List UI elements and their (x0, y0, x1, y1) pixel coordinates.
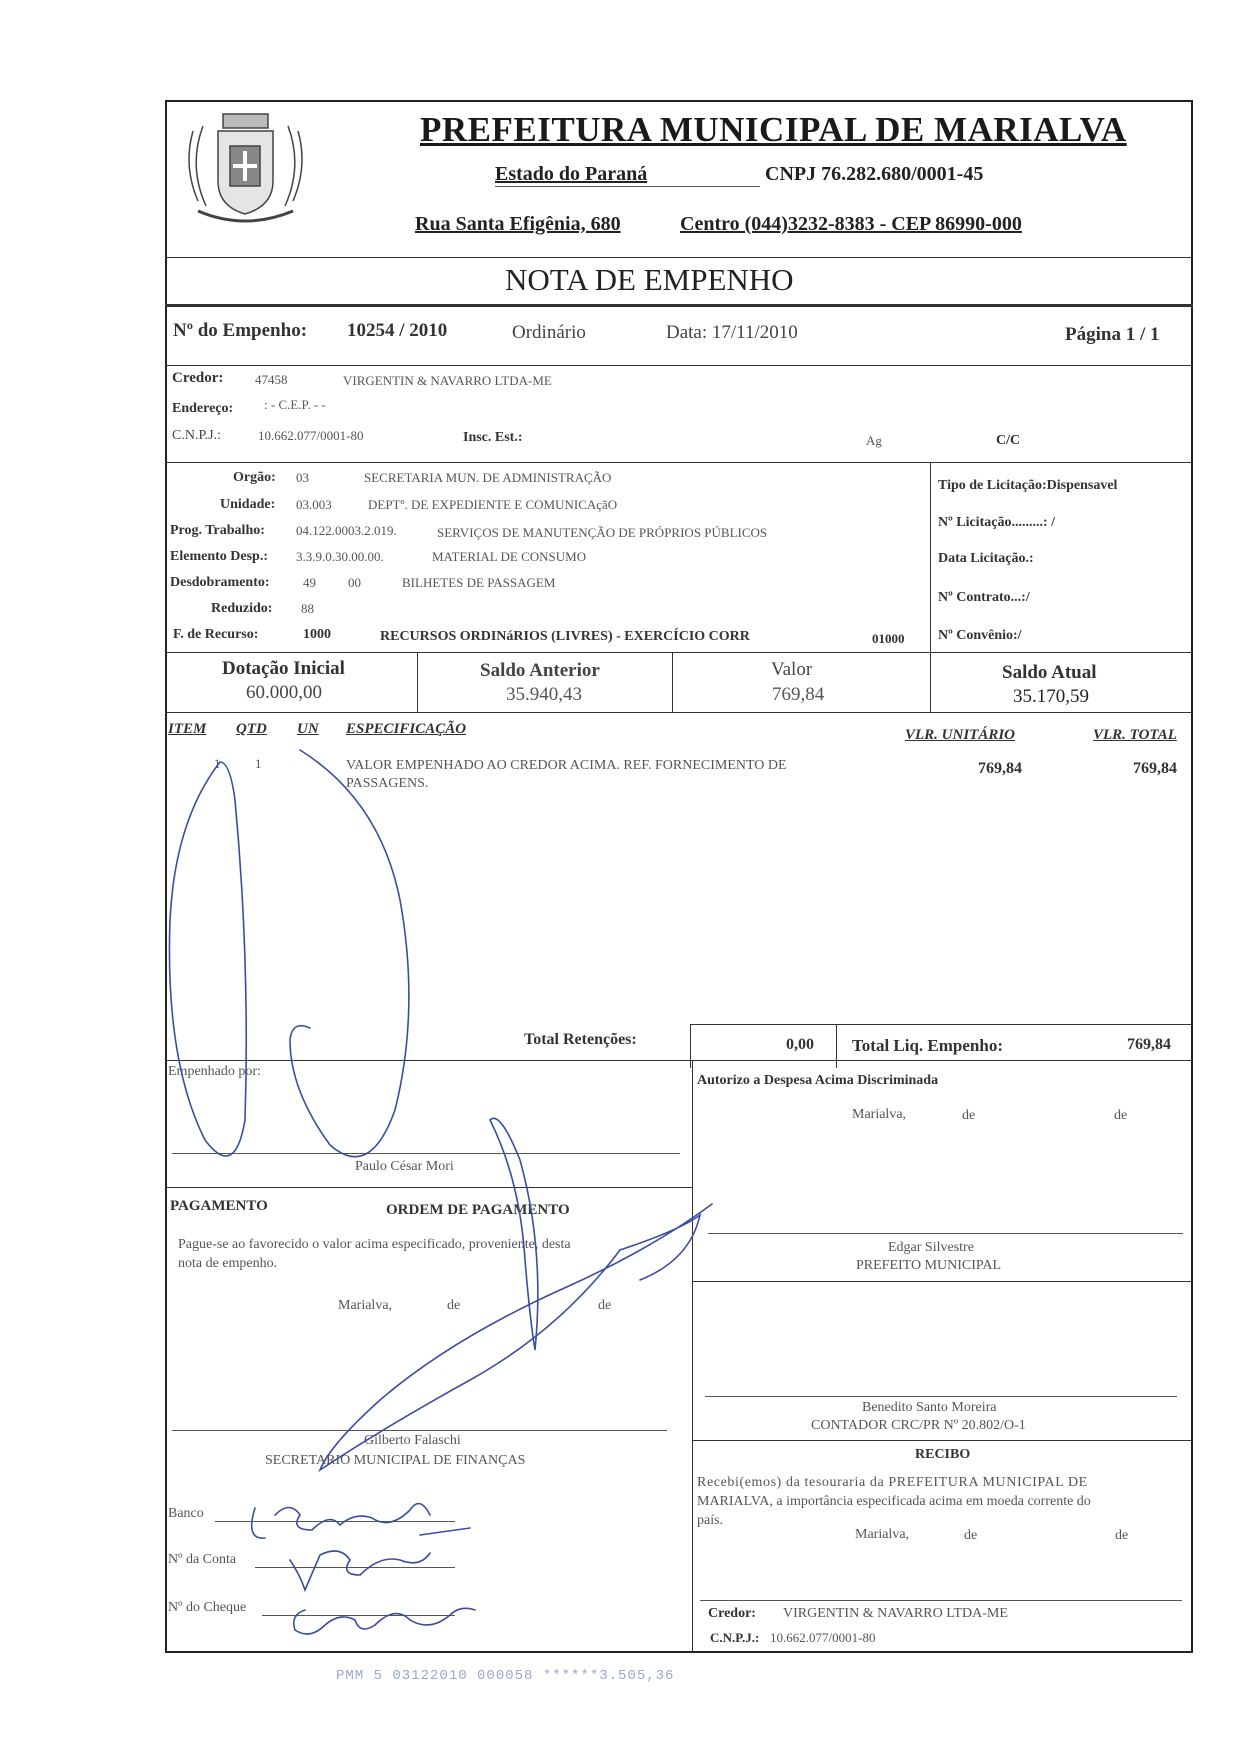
cc-label: C/C (996, 433, 1021, 448)
dotacao-value: 60.000,00 (246, 682, 322, 703)
desdobramento-label: Desdobramento: (170, 575, 270, 590)
recurso-label: F. de Recurso: (173, 627, 259, 642)
elemento-name: MATERIAL DE CONSUMO (432, 549, 587, 564)
unidade-code: 03.003 (296, 497, 332, 512)
divider (417, 652, 418, 712)
col-header-vlr-unitario: VLR. UNITÁRIO (905, 727, 1016, 743)
recurso-code-2: 01000 (872, 631, 905, 646)
unidade-label: Unidade: (220, 497, 276, 512)
cnpj-label: C.N.P.J.: (172, 428, 222, 443)
elemento-code: 3.3.9.0.30.00.00. (296, 549, 384, 564)
divider (692, 1060, 693, 1653)
empenhado-por-label: Empenhado por: (168, 1064, 261, 1079)
divider (165, 365, 1193, 366)
conta-label: Nº da Conta (168, 1552, 237, 1567)
divider (165, 1060, 1193, 1061)
autorizo-de-1: de (962, 1108, 976, 1123)
numero-licitacao: Nº Licitação.........: / (938, 515, 1055, 530)
endereco-label: Endereço: (172, 401, 234, 416)
divider (165, 652, 1193, 653)
dotacao-label: Dotação Inicial (222, 658, 345, 679)
divider (165, 1187, 692, 1188)
pagamento-de-1: de (447, 1298, 461, 1313)
autorizo-label: Autorizo a Despesa Acima Discriminada (697, 1073, 939, 1088)
divider (692, 1281, 1193, 1282)
street-address: Rua Santa Efigênia, 680 (415, 213, 621, 235)
orgao-label: Orgão: (233, 470, 276, 485)
divider (692, 1440, 1193, 1441)
pagamento-label: PAGAMENTO (170, 1198, 268, 1214)
divider (930, 462, 931, 652)
divider (165, 257, 1193, 258)
col-header-qtd: QTD (236, 721, 267, 737)
pagamento-place: Marialva, (338, 1298, 393, 1313)
item-qtd: 1 (255, 756, 262, 771)
divider (165, 462, 1193, 463)
empenho-type: Ordinário (512, 322, 586, 343)
pagamento-de-2: de (598, 1298, 612, 1313)
autorizo-de-2: de (1114, 1108, 1128, 1123)
recibo-credor-label: Credor: (708, 1606, 756, 1621)
divider (930, 652, 931, 712)
prog-name: SERVIÇOS DE MANUTENÇÃO DE PRÓPRIOS PÚBLICOS (437, 525, 768, 540)
contador-name: Benedito Santo Moreira (862, 1400, 997, 1415)
orgao-name: SECRETARIA MUN. DE ADMINISTRAÇÃO (364, 470, 612, 485)
divider (690, 1024, 1193, 1025)
total-liquido-value: 769,84 (1127, 1036, 1171, 1053)
empenho-date: Data: 17/11/2010 (666, 322, 798, 343)
data-licitacao: Data Licitação.: (938, 551, 1034, 566)
pagamento-text-line2: nota de empenho. (178, 1256, 278, 1271)
recibo-cnpj-label: C.N.P.J.: (710, 1630, 760, 1645)
handwritten-cheque (300, 1590, 399, 1632)
contador-title: CONTADOR CRC/PR Nº 20.802/O-1 (811, 1418, 1026, 1433)
item-spec-line2: PASSAGENS. (346, 776, 429, 791)
item-number: 1 (214, 756, 221, 771)
credor-name: VIRGENTIN & NAVARRO LTDA-ME (343, 373, 552, 388)
numero-contrato: Nº Contrato...:/ (938, 590, 1030, 605)
credor-cnpj: 10.662.077/0001-80 (258, 428, 364, 443)
recibo-text-line2: MARIALVA, a importância especificada acima em moeda corrente do (697, 1494, 1091, 1509)
saldo-anterior-label: Saldo Anterior (480, 660, 600, 681)
recibo-de-1: de (964, 1528, 978, 1543)
empenhado-name: Paulo César Mori (355, 1159, 454, 1174)
recibo-credor-name: VIRGENTIN & NAVARRO LTDA-ME (783, 1606, 1008, 1621)
autorizo-place: Marialva, (852, 1107, 907, 1122)
item-unit-value: 769,84 (978, 760, 1022, 777)
empenho-number-label: Nº do Empenho: (173, 320, 308, 341)
cnpj-header: CNPJ 76.282.680/0001-45 (765, 163, 984, 185)
secretario-name: Gilberto Falaschi (364, 1433, 461, 1448)
tipo-licitacao: Tipo de Licitação:Dispensavel (938, 478, 1118, 493)
prefeito-title: PREFEITO MUNICIPAL (856, 1258, 1002, 1273)
state-name: Estado do Paraná (495, 163, 648, 185)
credor-label: Credor: (172, 370, 224, 386)
desdobramento-name: BILHETES DE PASSAGEM (402, 575, 556, 590)
signature-line (172, 1430, 667, 1431)
banco-label: Banco (168, 1506, 204, 1521)
prog-code: 04.122.0003.2.019. (296, 523, 397, 538)
total-liquido-label: Total Liq. Empenho: (852, 1036, 1003, 1055)
saldo-atual-value: 35.170,59 (1013, 686, 1089, 707)
coat-of-arms-logo (178, 106, 313, 226)
reduzido-label: Reduzido: (211, 601, 273, 616)
divider (836, 1024, 837, 1068)
recibo-cnpj-value: 10.662.077/0001-80 (770, 1630, 876, 1645)
insc-est-label: Insc. Est.: (463, 430, 523, 445)
divider (165, 304, 1193, 307)
signature-line (705, 1396, 1177, 1397)
agency-label: Ag (866, 433, 882, 448)
total-retencoes-label: Total Retenções: (524, 1031, 637, 1048)
cheque-label: Nº do Cheque (168, 1600, 247, 1615)
state-underline (495, 186, 760, 187)
col-header-un: UN (297, 721, 319, 737)
item-total-value: 769,84 (1133, 760, 1177, 777)
recibo-label: RECIBO (915, 1447, 971, 1462)
col-header-item: ITEM (168, 721, 207, 737)
handwritten-conta (290, 1536, 390, 1578)
divider (690, 1024, 691, 1068)
unidade-name: DEPTº. DE EXPEDIENTE E COMUNICAçãO (368, 497, 618, 512)
saldo-atual-label: Saldo Atual (1002, 662, 1097, 683)
recibo-text-line3: país. (697, 1513, 724, 1528)
credor-code: 47458 (255, 372, 288, 387)
signature-line (172, 1153, 680, 1154)
recurso-code: 1000 (303, 627, 331, 642)
valor-value: 769,84 (772, 684, 825, 705)
item-spec-line1: VALOR EMPENHADO AO CREDOR ACIMA. REF. FORNECIMENTO DE (346, 758, 787, 773)
desdobramento-code: 49 (303, 575, 316, 590)
valor-label: Valor (771, 659, 813, 680)
page-number: Página 1 / 1 (1065, 324, 1160, 345)
signature-line (708, 1233, 1183, 1234)
prog-label: Prog. Trabalho: (170, 523, 265, 538)
empenho-number: 10254 / 2010 (347, 320, 448, 341)
handwritten-banco (255, 1488, 348, 1532)
endereco-value: : - C.E.P. - - (264, 397, 326, 412)
col-header-vlr-total: VLR. TOTAL (1093, 727, 1177, 743)
total-retencoes-value: 0,00 (786, 1036, 814, 1053)
divider (672, 652, 673, 712)
numero-convenio: Nº Convênio:/ (938, 628, 1022, 643)
district-phone-cep: Centro (044)3232-8383 - CEP 86990-000 (680, 213, 1022, 235)
divider (165, 712, 1193, 713)
footer-stamp: PMM 5 03122010 000058 ******3.505,36 (336, 1668, 675, 1684)
desdobramento-code-2: 00 (348, 575, 361, 590)
recurso-name: RECURSOS ORDINáRIOS (LIVRES) - EXERCÍCIO CORR (380, 629, 750, 644)
signature-line (700, 1600, 1182, 1601)
prefeito-name: Edgar Silvestre (888, 1240, 974, 1255)
ordem-pagamento-label: ORDEM DE PAGAMENTO (386, 1202, 570, 1218)
municipality-title: PREFEITURA MUNICIPAL DE MARIALVA (420, 110, 1127, 149)
saldo-anterior-value: 35.940,43 (506, 684, 582, 705)
reduzido-value: 88 (301, 601, 314, 616)
orgao-code: 03 (296, 470, 309, 485)
secretario-title: SECRETARIO MUNICIPAL DE FINANÇAS (265, 1453, 526, 1468)
col-header-especificacao: ESPECIFICAÇÃO (346, 721, 467, 737)
elemento-label: Elemento Desp.: (170, 549, 268, 564)
recibo-de-2: de (1115, 1528, 1129, 1543)
pagamento-text-line1: Pague-se ao favorecido o valor acima especificado, proveniente, desta (178, 1237, 571, 1252)
recibo-place: Marialva, (855, 1527, 910, 1542)
document-title: NOTA DE EMPENHO (505, 262, 794, 297)
recibo-text-line1: Recebi(emos) da tesouraria da PREFEITURA MUNICIPAL DE (697, 1475, 1088, 1490)
